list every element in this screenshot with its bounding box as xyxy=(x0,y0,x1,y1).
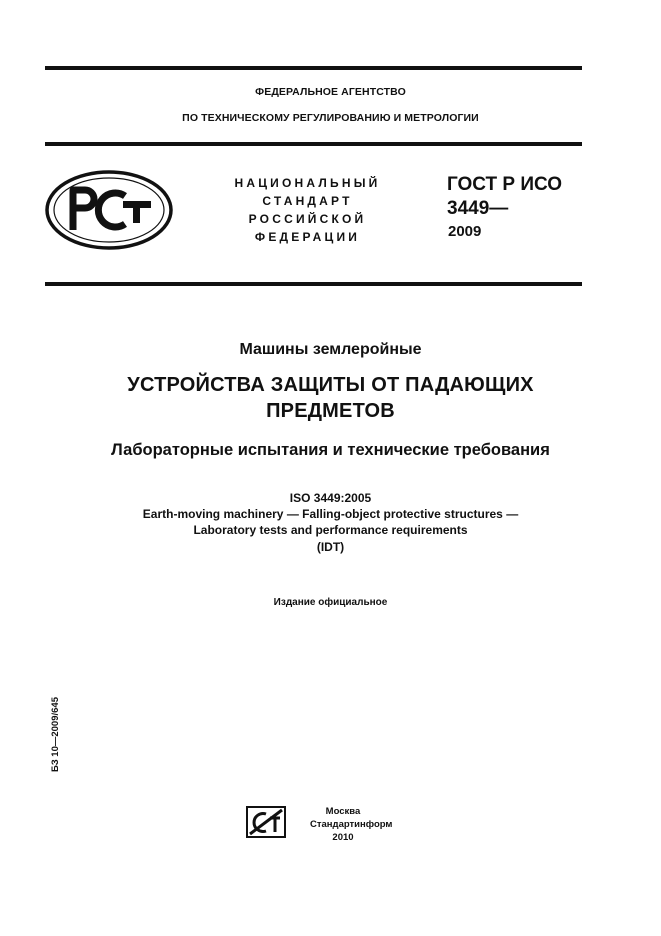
header-rule xyxy=(45,142,582,146)
document-subtitle: Машины землеройные xyxy=(239,341,422,358)
english-title-line-1: Earth-moving machinery — Falling-object protective structures — xyxy=(142,507,519,521)
title-rule xyxy=(45,282,582,286)
standard-kind-line-2: СТАНДАРТ xyxy=(262,194,353,208)
standard-kind-line-3: РОССИЙСКОЙ xyxy=(248,212,367,226)
standard-kind-line-4: ФЕДЕРАЦИИ xyxy=(254,230,361,244)
standard-kind-line-1: НАЦИОНАЛЬНЫЙ xyxy=(234,176,381,190)
iso-reference: ISO 3449:2005 xyxy=(289,491,372,505)
document-title-line-1: УСТРОЙСТВА ЗАЩИТЫ ОТ ПАДАЮЩИХ xyxy=(127,374,534,396)
standard-designation-year: 2009 xyxy=(448,223,482,240)
registration-code: БЗ 10—2009/645 xyxy=(50,697,61,772)
english-title-line-2: Laboratory tests and performance requirements xyxy=(193,523,468,537)
agency-line-2: ПО ТЕХНИЧЕСКОМУ РЕГУЛИРОВАНИЮ И МЕТРОЛОГИИ xyxy=(182,112,479,124)
equivalence-degree: (IDT) xyxy=(316,540,345,554)
edition-note: Издание официальное xyxy=(273,597,388,608)
document-title-line-2: ПРЕДМЕТОВ xyxy=(266,400,395,422)
standard-designation-line-2: 3449— xyxy=(447,198,509,219)
publisher-year: 2010 xyxy=(332,832,354,843)
document-description: Лабораторные испытания и технические требования xyxy=(111,441,550,459)
publisher-name: Стандартинформ xyxy=(310,819,393,830)
standard-designation-line-1: ГОСТ Р ИСО xyxy=(447,174,563,195)
agency-line-1: ФЕДЕРАЛЬНОЕ АГЕНТСТВО xyxy=(255,86,406,98)
publisher-city: Москва xyxy=(325,806,361,817)
rst-certification-mark-icon xyxy=(45,170,173,250)
top-rule xyxy=(45,66,582,70)
standartinform-logo-icon xyxy=(246,806,286,838)
